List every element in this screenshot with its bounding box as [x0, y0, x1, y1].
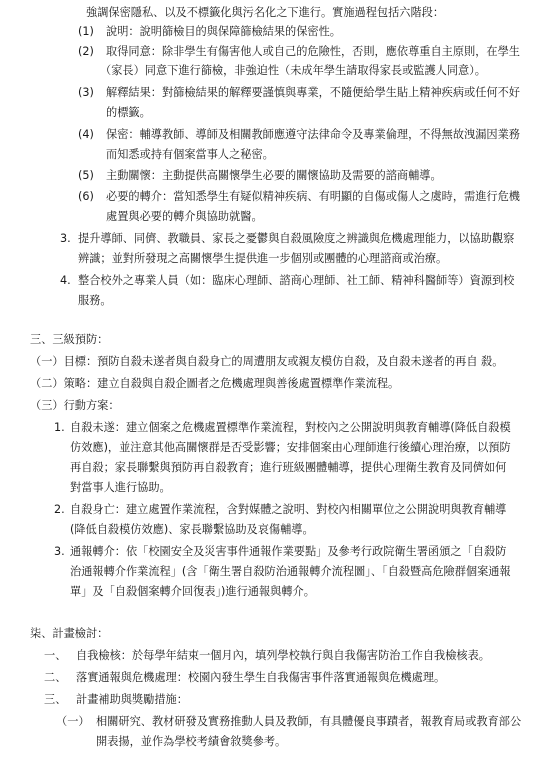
stage-3-num: (3): [78, 86, 94, 99]
review-3-sub-1-line: 相關研究、教材研發及實務推動人員及教師，有具體優良事蹟者，報教育局或教育部公: [96, 715, 522, 728]
item-4-line: 整合校外之專業人員（如：臨床心理師、諮商心理師、社工師、精神科醫師等）資源到校: [78, 274, 515, 287]
stage-3-line: 的標籤。: [106, 106, 151, 119]
stage-4-line: 保密：輔導教師、導師及相關教師應遵守法律命令及專業倫理，不得無故洩漏因業務: [106, 128, 520, 141]
review-2-num: 二、: [44, 671, 67, 684]
section4-title: 柒、計畫檢討：: [30, 627, 109, 640]
review-3-num: 三、: [44, 693, 67, 706]
plan-3-line: 治通報轉介作業流程」(含「衛生署自殺防治通報轉介流程圖」、「自殺暨高危險群個案通報: [70, 565, 511, 578]
stage-5-line: 主動關懷：主動提供高關懷學生必要的關懷協助及需要的諮商輔導。: [106, 169, 442, 182]
stage-6-num: (6): [78, 190, 94, 203]
plan-1-line: 仿效應)，並注意其他高關懷群是否受影響；安排個案由心理師進行後續心理治療，以預防: [70, 441, 511, 454]
plan-3-num: 3.: [54, 545, 65, 558]
review-3-text: 計畫補助與獎勵措施：: [76, 693, 188, 706]
intro-text: 強調保密隱私、以及不標籤化與污名化之下進行。實施過程包括六階段：: [86, 6, 445, 19]
plan-1-num: 1.: [54, 421, 65, 434]
stage-6-line: 處置與必要的轉介與協助就醫。: [106, 210, 263, 223]
section3-plan-title: （三）行動方案：: [30, 399, 120, 412]
stage-4-num: (4): [78, 128, 94, 141]
plan-1-line: 再自殺；家長聯繫與預防再自殺教育；進行班級團體輔導，提供心理衛生教育及同儕如何: [70, 461, 507, 474]
review-2-text: 落實通報與危機處理：校園內發生學生自我傷害事件落實通報與危機處理。: [76, 671, 446, 684]
stage-3-line: 解釋結果：對篩檢結果的解釋要謹慎與專業，不隨便給學生貼上精神疾病或任何不好: [106, 86, 520, 99]
plan-1-line: 對當事人進行協助。: [70, 481, 171, 494]
plan-2-num: 2.: [54, 503, 65, 516]
section3-strategy: （二）策略：建立自殺與自殺企圖者之危機處理與善後處置標準作業流程。: [30, 377, 400, 390]
plan-2-line: (降低自殺模仿效應)、家長聯繫協助及哀傷輔導。: [70, 523, 314, 536]
plan-3-line: 單」及「自殺個案轉介回復表」)進行通報與轉介。: [70, 585, 315, 598]
plan-2-line: 自殺身亡：建立處置作業流程，含對媒體之說明、對校內相關單位之公開說明與教育輔導: [70, 503, 507, 516]
review-3-sub-1-num: （一）: [56, 715, 90, 728]
stage-1-num: (1): [78, 25, 94, 38]
section3-title: 三、三級預防：: [30, 333, 109, 346]
review-1-num: 一、: [44, 649, 67, 662]
item-4-num: 4.: [60, 274, 71, 287]
item-3-num: 3.: [60, 232, 71, 245]
stage-5-num: (5): [78, 169, 94, 182]
review-1-text: 自我檢核：於每學年結束一個月內，填列學校執行與自我傷害防治工作自我檢核表。: [76, 649, 490, 662]
item-3-line: 辨識；並對所發現之高關懷學生提供進一步個別或團體的心理諮商或治療。: [78, 252, 448, 265]
stage-2-num: (2): [78, 45, 94, 58]
stage-6-line: 必要的轉介：當知悉學生有疑似精神疾病、有明顯的自傷或傷人之虞時，需進行危機: [106, 190, 520, 203]
stage-4-line: 而知悉或持有個案當事人之秘密。: [106, 148, 274, 161]
stage-2-line: （家長）同意下進行篩檢，非強迫性（未成年學生請取得家長或監護人同意）。: [100, 64, 486, 77]
review-3-sub-1-line: 開表揚，並作為學校考績會敘獎參考。: [96, 735, 287, 748]
item-3-line: 提升導師、同儕、教職員、家長之憂鬱與自殺風險度之辨識與危機處理能力，以協助觀察: [78, 232, 515, 245]
section3-goal: （一）目標：預防自殺未遂者與自殺身亡的周遭朋友或親友模仿自殺，及自殺未遂者的再自 殺。: [30, 355, 504, 368]
plan-1-line: 自殺未遂：建立個案之危機處置標準作業流程，對校內之公開說明與教育輔導(降低自殺模: [70, 421, 511, 434]
stage-2-line: 取得同意：除非學生有傷害他人或自己的危險性，否則，應依尊重自主原則，在學生: [106, 45, 520, 58]
item-4-line: 服務。: [78, 294, 112, 307]
stage-1-line: 說明：說明篩檢目的與保障篩檢結果的保密性。: [106, 25, 341, 38]
plan-3-line: 通報轉介：依「校園安全及災害事件通報作業要點」及參考行政院衛生署函頒之「自殺防: [70, 545, 507, 558]
